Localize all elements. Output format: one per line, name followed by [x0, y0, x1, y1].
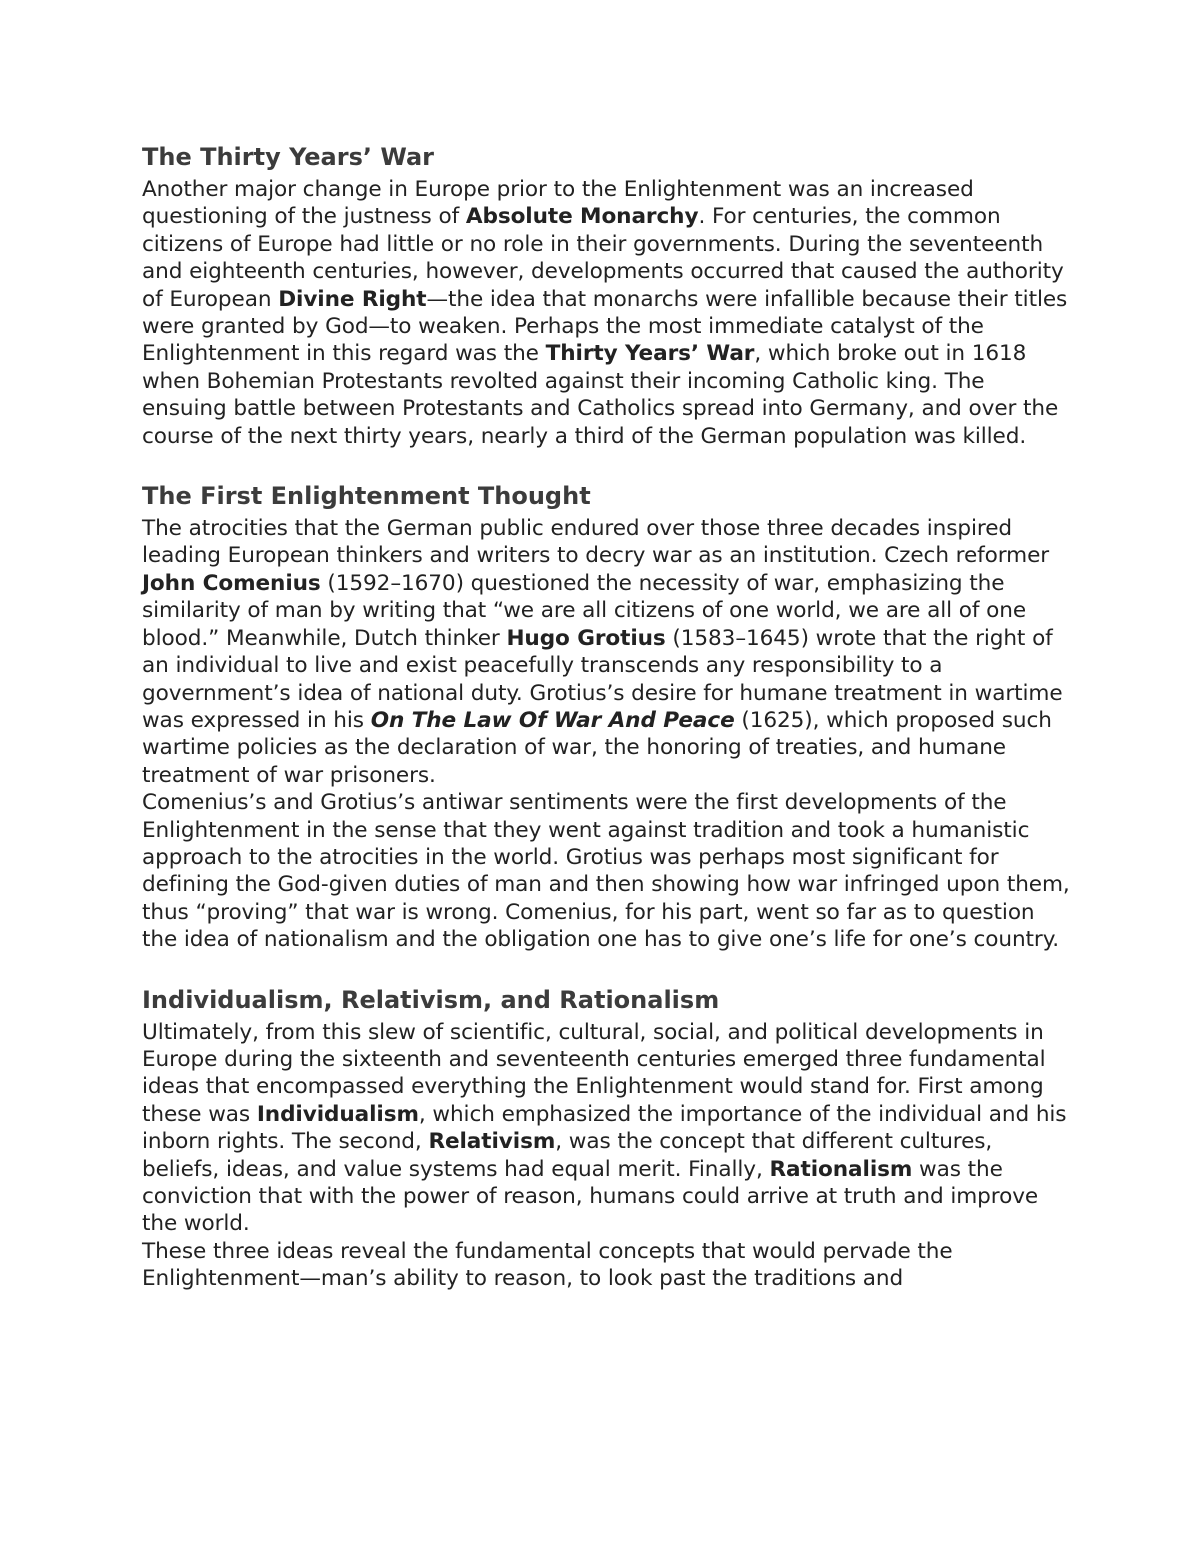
section-heading: The First Enlightenment Thought: [142, 482, 591, 511]
section-thirty-years-war: [142, 138, 1072, 450]
section-heading: The Thirty Years’ War: [142, 143, 434, 171]
term-relativism: Relativism: [428, 1129, 556, 1155]
section-heading: Individualism, Relativism, and Rationalism: [142, 985, 720, 1014]
term-individualism: Individualism: [256, 1101, 419, 1127]
document-page: [142, 138, 1072, 1293]
term-thirty-years-war: Thirty Years’ War: [545, 341, 755, 367]
paragraph: Another major change in Europe prior to the Enlightenment was an increased questioning of the justness of Absolute Monarchy. For centuries, the common citizens of Europe had little or no role in their governments. During the seventeenth and eighteenth centuries, however, developments occurred that caused the authority of European Divine Right—the idea that monarchs were infallible because their titles were granted by God—to weaken. Perhaps the most immediate catalyst of the Enlightenment in this regard was the Thirty Years’ War, which broke out in 1618 when Bohemian Protestants revolted against their incoming Catholic king. The ensuing battle between Protestants and Catholics spread into Germany, and over the course of the next thirty years, nearly a third of the German population was killed.: [142, 177, 1068, 449]
book-title: On The Law Of War And Peace: [370, 707, 735, 733]
paragraph: Ultimately, from this slew of scientific, cultural, social, and political developments in Europe during the sixteenth and seventeenth centuries emerged three fundamental ideas that encompassed everything the Enlightenment would stand for. First among these was Individualism, which emphasized the importance of the individual and his inborn rights. The second, Relativism, was the concept that different cultures, beliefs, ideas, and value systems had equal merit. Finally, Rationalism was the conviction that with the power of reason, humans could arrive at truth and improve the world.: [142, 1019, 1067, 1237]
term-hugo-grotius: Hugo Grotius: [506, 625, 666, 651]
paragraph: These three ideas reveal the fundamental concepts that would pervade the Enlightenment—man’s ability to reason, to look past the traditions and: [142, 1238, 953, 1292]
term-john-comenius: John Comenius: [142, 570, 321, 596]
paragraph: The atrocities that the German public endured over those three decades inspired leading European thinkers and writers to decry war as an institution. Czech reformer John Comenius (1592–1670) questioned the necessity of war, emphasizing the similarity of man by writing that “we are all citizens of one world, we are all of one blood.” Meanwhile, Dutch thinker Hugo Grotius (1583–1645) wrote that the right of an individual to live and exist peacefully transcends any responsibility to a government’s idea of national duty. Grotius’s desire for humane treatment in wartime was expressed in his On The Law Of War And Peace (1625), which proposed such wartime policies as the declaration of war, the honoring of treaties, and humane treatment of war prisoners.: [142, 516, 1063, 788]
term-rationalism: Rationalism: [769, 1156, 913, 1182]
section-individualism-relativism-rationalism: [142, 981, 1072, 1293]
term-divine-right: Divine Right: [278, 286, 427, 312]
section-first-enlightenment-thought: [142, 477, 1072, 954]
paragraph: Comenius’s and Grotius’s antiwar sentiments were the first developments of the Enlightenment in the sense that they went against tradition and took a humanistic approach to the atrocities in the world. Grotius was perhaps most significant for defining the God-given duties of man and then showing how war infringed upon them, thus “proving” that war is wrong. Comenius, for his part, went so far as to question the idea of nationalism and the obligation one has to give one’s life for one’s country.: [142, 790, 1070, 953]
term-absolute-monarchy: Absolute Monarchy: [465, 204, 699, 230]
